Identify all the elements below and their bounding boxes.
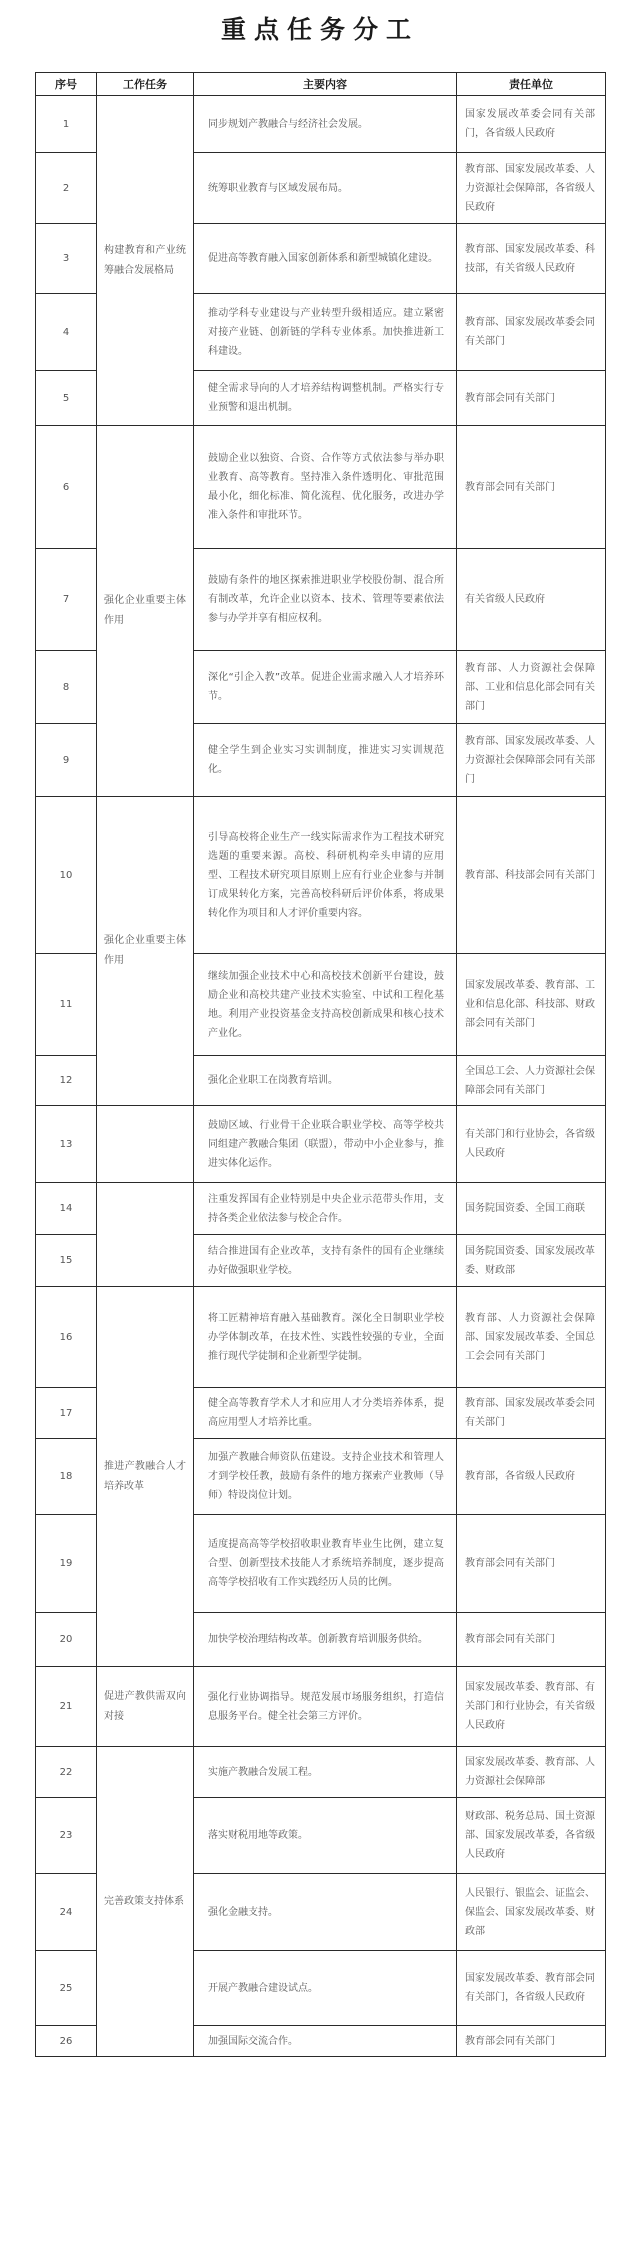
content-cell: 加快学校治理结构改革。创新教育培训服务供给。 <box>194 1613 457 1667</box>
row-number: 15 <box>36 1235 97 1287</box>
responsible-cell: 教育部，各省级人民政府 <box>457 1439 606 1515</box>
content-cell: 促进高等教育融入国家创新体系和新型城镇化建设。 <box>194 224 457 294</box>
content-cell: 落实财税用地等政策。 <box>194 1798 457 1874</box>
row-number: 6 <box>36 426 97 549</box>
row-number: 18 <box>36 1439 97 1515</box>
responsible-cell: 教育部、国家发展改革委、科技部，有关省级人民政府 <box>457 224 606 294</box>
responsible-cell: 人民银行、银监会、证监会、保监会、国家发展改革委、财政部 <box>457 1874 606 1951</box>
content-cell: 鼓励企业以独资、合资、合作等方式依法参与举办职业教育、高等教育。坚持准入条件透明化、审批范围最小化，细化标准、简化流程、优化服务，改进办学准入条件和审批环节。 <box>194 426 457 549</box>
row-number: 26 <box>36 2026 97 2057</box>
header-content: 主要内容 <box>194 73 457 96</box>
content-cell: 引导高校将企业生产一线实际需求作为工程技术研究选题的重要来源。高校、科研机构牵头申请的应用型、工程技术研究项目原则上应有行业企业参与并制订成果转化方案，完善高校科研后评价体系，将成果转化作为项目和人才评价重要内容。 <box>194 797 457 954</box>
row-number: 22 <box>36 1747 97 1798</box>
row-number: 25 <box>36 1951 97 2026</box>
responsible-cell: 国家发展改革委、教育部、工业和信息化部、科技部、财政部会同有关部门 <box>457 954 606 1056</box>
task-group-cell: 推进产教融合人才培养改革 <box>97 1287 194 1667</box>
header-task: 工作任务 <box>97 73 194 96</box>
content-cell: 同步规划产教融合与经济社会发展。 <box>194 96 457 153</box>
row-number: 5 <box>36 371 97 426</box>
content-cell: 统筹职业教育与区域发展布局。 <box>194 153 457 224</box>
header-resp: 责任单位 <box>457 73 606 96</box>
row-number: 20 <box>36 1613 97 1667</box>
content-cell: 实施产教融合发展工程。 <box>194 1747 457 1798</box>
content-cell: 健全需求导向的人才培养结构调整机制。严格实行专业预警和退出机制。 <box>194 371 457 426</box>
content-cell: 推动学科专业建设与产业转型升级相适应。建立紧密对接产业链、创新链的学科专业体系。加快推进新工科建设。 <box>194 294 457 371</box>
row-number: 12 <box>36 1056 97 1106</box>
table-row <box>36 1287 606 1388</box>
responsible-cell: 国家发展改革委、教育部会同有关部门，各省级人民政府 <box>457 1951 606 2026</box>
table-header-row <box>36 73 606 96</box>
content-cell: 注重发挥国有企业特别是中央企业示范带头作用，支持各类企业依法参与校企合作。 <box>194 1183 457 1235</box>
content-cell: 健全学生到企业实习实训制度，推进实习实训规范化。 <box>194 724 457 797</box>
row-number: 24 <box>36 1874 97 1951</box>
responsible-cell: 教育部、国家发展改革委、人力资源社会保障部会同有关部门 <box>457 724 606 797</box>
responsible-cell: 教育部会同有关部门 <box>457 1515 606 1613</box>
content-cell: 结合推进国有企业改革，支持有条件的国有企业继续办好做强职业学校。 <box>194 1235 457 1287</box>
table-row <box>36 1183 606 1235</box>
row-number: 7 <box>36 549 97 651</box>
row-number: 9 <box>36 724 97 797</box>
task-division-table <box>35 72 606 2057</box>
responsible-cell: 教育部、国家发展改革委、人力资源社会保障部，各省级人民政府 <box>457 153 606 224</box>
content-cell: 将工匠精神培育融入基础教育。深化全日制职业学校办学体制改革，在技术性、实践性较强的专业，全面推行现代学徒制和企业新型学徒制。 <box>194 1287 457 1388</box>
row-number: 14 <box>36 1183 97 1235</box>
row-number: 10 <box>36 797 97 954</box>
content-cell: 加强国际交流合作。 <box>194 2026 457 2057</box>
row-number: 8 <box>36 651 97 724</box>
table-body <box>36 96 606 2057</box>
row-number: 3 <box>36 224 97 294</box>
responsible-cell: 教育部、科技部会同有关部门 <box>457 797 606 954</box>
task-group-cell: 强化企业重要主体作用 <box>97 797 194 1106</box>
page-title: 重点任务分工 <box>220 15 419 44</box>
row-number: 23 <box>36 1798 97 1874</box>
content-cell: 鼓励有条件的地区探索推进职业学校股份制、混合所有制改革，允许企业以资本、技术、管理等要素依法参与办学并享有相应权利。 <box>194 549 457 651</box>
responsible-cell: 教育部会同有关部门 <box>457 426 606 549</box>
responsible-cell: 国务院国资委、国家发展改革委、财政部 <box>457 1235 606 1287</box>
responsible-cell: 财政部、税务总局、国土资源部、国家发展改革委，各省级人民政府 <box>457 1798 606 1874</box>
task-group-cell: 构建教育和产业统筹融合发展格局 <box>97 96 194 426</box>
task-group-cell: 完善政策支持体系 <box>97 1747 194 2057</box>
content-cell: 深化“引企入教”改革。促进企业需求融入人才培养环节。 <box>194 651 457 724</box>
task-group-cell <box>97 1183 194 1287</box>
table-row <box>36 1106 606 1183</box>
responsible-cell: 国务院国资委、全国工商联 <box>457 1183 606 1235</box>
responsible-cell: 教育部会同有关部门 <box>457 2026 606 2057</box>
content-cell: 强化企业职工在岗教育培训。 <box>194 1056 457 1106</box>
header-num: 序号 <box>36 73 97 96</box>
content-cell: 鼓励区域、行业骨干企业联合职业学校、高等学校共同组建产教融合集团（联盟），带动中小企业参与，推进实体化运作。 <box>194 1106 457 1183</box>
table-row <box>36 797 606 954</box>
row-number: 16 <box>36 1287 97 1388</box>
table-row <box>36 1667 606 1747</box>
row-number: 17 <box>36 1388 97 1439</box>
row-number: 11 <box>36 954 97 1056</box>
task-group-cell: 促进产教供需双向对接 <box>97 1667 194 1747</box>
responsible-cell: 国家发展改革委、教育部、有关部门和行业协会，有关省级人民政府 <box>457 1667 606 1747</box>
row-number: 13 <box>36 1106 97 1183</box>
responsible-cell: 教育部会同有关部门 <box>457 371 606 426</box>
responsible-cell: 全国总工会、人力资源社会保障部会同有关部门 <box>457 1056 606 1106</box>
responsible-cell: 国家发展改革委会同有关部门，各省级人民政府 <box>457 96 606 153</box>
responsible-cell: 教育部会同有关部门 <box>457 1613 606 1667</box>
row-number: 1 <box>36 96 97 153</box>
table-row <box>36 426 606 549</box>
task-group-cell: 强化企业重要主体作用 <box>97 426 194 797</box>
content-cell: 继续加强企业技术中心和高校技术创新平台建设，鼓励企业和高校共建产业技术实验室、中试和工程化基地。利用产业投资基金支持高校创新成果和核心技术产业化。 <box>194 954 457 1056</box>
responsible-cell: 有关省级人民政府 <box>457 549 606 651</box>
content-cell: 健全高等教育学术人才和应用人才分类培养体系，提高应用型人才培养比重。 <box>194 1388 457 1439</box>
row-number: 4 <box>36 294 97 371</box>
responsible-cell: 国家发展改革委、教育部、人力资源社会保障部 <box>457 1747 606 1798</box>
responsible-cell: 教育部、人力资源社会保障部、工业和信息化部会同有关部门 <box>457 651 606 724</box>
table-row <box>36 1747 606 1798</box>
row-number: 2 <box>36 153 97 224</box>
content-cell: 开展产教融合建设试点。 <box>194 1951 457 2026</box>
table-row <box>36 96 606 153</box>
content-cell: 强化行业协调指导。规范发展市场服务组织，打造信息服务平台。健全社会第三方评价。 <box>194 1667 457 1747</box>
row-number: 19 <box>36 1515 97 1613</box>
responsible-cell: 有关部门和行业协会，各省级人民政府 <box>457 1106 606 1183</box>
task-group-cell <box>97 1106 194 1183</box>
responsible-cell: 教育部、国家发展改革委会同有关部门 <box>457 294 606 371</box>
content-cell: 适度提高高等学校招收职业教育毕业生比例，建立复合型、创新型技术技能人才系统培养制度，逐步提高高等学校招收有工作实践经历人员的比例。 <box>194 1515 457 1613</box>
content-cell: 加强产教融合师资队伍建设。支持企业技术和管理人才到学校任教，鼓励有条件的地方探索产业教师（导师）特设岗位计划。 <box>194 1439 457 1515</box>
content-cell: 强化金融支持。 <box>194 1874 457 1951</box>
responsible-cell: 教育部、人力资源社会保障部、国家发展改革委、全国总工会会同有关部门 <box>457 1287 606 1388</box>
row-number: 21 <box>36 1667 97 1747</box>
responsible-cell: 教育部、国家发展改革委会同有关部门 <box>457 1388 606 1439</box>
